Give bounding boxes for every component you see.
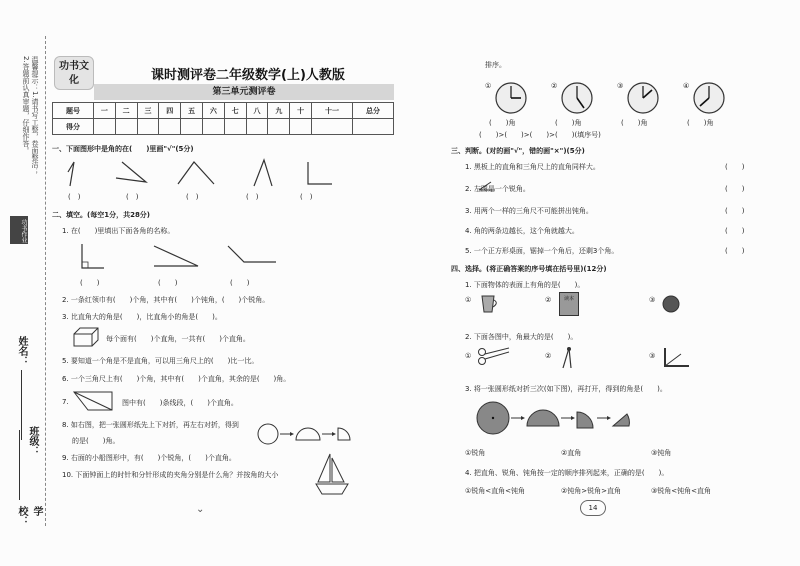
judge-item: 2. 左图是一个锐角。 xyxy=(465,185,530,193)
score-input[interactable] xyxy=(159,119,181,135)
judge-item: 1. 黑板上的直角和三角尺上的直角同样大。 xyxy=(465,163,600,171)
scissors-icon xyxy=(477,346,511,366)
question-1: 1. 在( )里填出下面各角的名称。 xyxy=(62,227,175,235)
fold-sequence-figure xyxy=(475,400,655,436)
score-cell: 八 xyxy=(246,103,268,119)
name-label: 姓名： xyxy=(16,336,27,366)
clock-number: ④ xyxy=(683,82,690,90)
ball-icon xyxy=(661,294,681,314)
score-input[interactable] xyxy=(181,119,203,135)
section-2-heading: 二、填空。(每空1分，共28分) xyxy=(52,211,151,219)
judge-answer[interactable]: ( ) xyxy=(725,247,745,255)
option-label: ① xyxy=(465,296,472,304)
choice-question-3: 3. 将一张圆形纸对折三次(如下图)，再打开，得到的角是( )。 xyxy=(465,385,667,393)
option-label: ③钝角 xyxy=(651,449,672,457)
class-label: 班级： xyxy=(27,426,38,456)
score-input[interactable] xyxy=(290,119,312,135)
answer-paren[interactable]: ( ) xyxy=(230,279,250,287)
left-page xyxy=(50,50,380,520)
option-label: ③锐角<钝角<直角 xyxy=(651,487,712,495)
score-input[interactable] xyxy=(137,119,159,135)
question-10: 10. 下面钟面上的时针和分针形成的夹角分别是什么角？并按角的大小 xyxy=(62,471,279,479)
score-input[interactable] xyxy=(224,119,246,135)
clock-number: ③ xyxy=(617,82,624,90)
option-label: ①锐角 xyxy=(465,449,486,457)
option-label: ② xyxy=(545,296,552,304)
school-field[interactable] xyxy=(14,506,44,526)
question-5: 5. 要知道一个角是不是直角，可以用三角尺上的( )比一比。 xyxy=(62,357,259,365)
clock-angle-answer[interactable]: ( )角 xyxy=(489,119,516,127)
answer-paren[interactable]: ( ) xyxy=(68,193,81,201)
judge-item: 3. 用两个一样的三角尺不可能拼出钝角。 xyxy=(465,207,593,215)
binding-tip: 温馨提示：1.请书写工整，卷面整洁；2.答题前认真审题，仔细作答。 xyxy=(22,56,39,175)
question-2: 2. 一条红领巾有( )个角，其中有( )个钝角，( )个锐角。 xyxy=(62,296,270,304)
compass-icon xyxy=(559,346,579,370)
clock-number: ① xyxy=(485,82,492,90)
question-7: 图中有( )条线段，( )个直角。 xyxy=(122,399,238,407)
judge-item: 5. 一个正方形桌面，锯掉一个角后，还剩3个角。 xyxy=(465,247,619,255)
score-input[interactable] xyxy=(246,119,268,135)
score-cell: 七 xyxy=(224,103,246,119)
section-1-heading: 一、下面图形中是角的在( )里画"√"(5分) xyxy=(52,145,194,153)
question-6: 6. 一个三角尺上有( )个角，其中有( )个直角，其余的是( )角。 xyxy=(62,375,291,383)
score-input[interactable] xyxy=(93,119,115,135)
page-title: 课时测评卷二年级数学(上)人教版 xyxy=(151,68,345,83)
score-input[interactable] xyxy=(202,119,224,135)
angle-name-figures xyxy=(70,242,310,272)
clock-icon xyxy=(496,83,526,113)
publisher-logo: 功书文化 xyxy=(54,56,94,90)
score-cell: 四 xyxy=(159,103,181,119)
option-label: ③ xyxy=(649,296,656,304)
choice-question-2: 2. 下面各图中，角最大的是( )。 xyxy=(465,333,578,341)
clock-number: ② xyxy=(551,82,558,90)
judge-answer[interactable]: ( ) xyxy=(725,207,745,215)
score-cell: 二 xyxy=(115,103,137,119)
segment-figure xyxy=(72,388,118,414)
book-icon: 读本 xyxy=(559,292,579,316)
page-number: 14 xyxy=(580,500,606,516)
answer-paren[interactable]: ( ) xyxy=(186,193,199,201)
cup-icon xyxy=(479,294,499,314)
binding-margin xyxy=(0,36,46,526)
question-3: 3. 比直角大的角是( )，比直角小的角是( )。 xyxy=(62,313,222,321)
score-input[interactable] xyxy=(268,119,290,135)
chevron-down-icon: ⌄ xyxy=(196,504,205,515)
boat-figure xyxy=(314,452,350,498)
binding-stamp: 功书作业 xyxy=(10,216,28,244)
angle-figures xyxy=(66,158,336,188)
option-label: ③ xyxy=(649,352,656,360)
folding-circle-figure xyxy=(256,422,352,446)
section-3-heading: 三、判断。(对的画"√"，错的画"×")(5分) xyxy=(451,147,585,155)
clock-icon xyxy=(562,83,592,113)
cuboid-figure xyxy=(72,326,102,348)
choice-question-1: 1. 下面物体的表面上有角的是( )。 xyxy=(465,281,585,289)
score-cell: 十 xyxy=(290,103,312,119)
answer-paren[interactable]: ( ) xyxy=(158,279,178,287)
set-square-icon xyxy=(661,346,691,370)
score-cell: 九 xyxy=(268,103,290,119)
question-4: 每个面有( )个直角，一共有( )个直角。 xyxy=(106,335,250,343)
score-cell: 五 xyxy=(181,103,203,119)
choice-question-4: 4. 把直角、锐角、钝角按一定的顺序排列起来，正确的是( )。 xyxy=(465,469,669,477)
order-answer[interactable]: ( )>( )>( )>( )(填序号) xyxy=(479,131,601,139)
clock-angle-answer[interactable]: ( )角 xyxy=(621,119,648,127)
clock-angle-answer[interactable]: ( )角 xyxy=(555,119,582,127)
clock-icon xyxy=(628,83,658,113)
answer-paren[interactable]: ( ) xyxy=(300,193,313,201)
unit-title: 第三单元测评卷 xyxy=(94,84,394,100)
option-label: ① xyxy=(465,352,472,360)
question-9: 9. 右面的小船图形中，有( )个锐角，( )个直角。 xyxy=(62,454,236,462)
score-cell: 一 xyxy=(93,103,115,119)
judge-answer[interactable]: ( ) xyxy=(725,163,745,171)
score-input[interactable] xyxy=(352,119,393,135)
clock-angle-answer[interactable]: ( )角 xyxy=(687,119,714,127)
score-header-row xyxy=(53,103,394,119)
judge-answer[interactable]: ( ) xyxy=(725,227,745,235)
judge-answer[interactable]: ( ) xyxy=(725,185,745,193)
sort-label: 排序。 xyxy=(485,61,506,69)
option-label: ②钝角>锐角>直角 xyxy=(561,487,622,495)
score-table xyxy=(52,102,394,135)
score-cell: 总分 xyxy=(352,103,393,119)
question-8-line-2: 的是( )角。 xyxy=(72,437,120,445)
score-input[interactable] xyxy=(312,119,353,135)
score-row-label: 得分 xyxy=(53,119,94,135)
option-label: ①锐角<直角<钝角 xyxy=(465,487,526,495)
option-label: ② xyxy=(545,352,552,360)
school-label: 学校： xyxy=(16,506,42,526)
answer-paren[interactable]: ( ) xyxy=(126,193,139,201)
score-entry-row xyxy=(53,119,394,135)
score-cell: 六 xyxy=(202,103,224,119)
option-label: ②直角 xyxy=(561,449,582,457)
right-page xyxy=(445,50,785,520)
name-field[interactable] xyxy=(14,336,29,440)
score-cell: 题号 xyxy=(53,103,94,119)
judge-item: 4. 角的两条边越长，这个角就越大。 xyxy=(465,227,579,235)
section-4-heading: 四、选择。(将正确答案的序号填在括号里)(12分) xyxy=(451,265,607,273)
answer-paren[interactable]: ( ) xyxy=(246,193,259,201)
score-cell: 三 xyxy=(137,103,159,119)
question-7-number: 7. xyxy=(62,398,69,406)
clock-faces xyxy=(495,82,735,116)
question-8-line-1: 8. 如右图，把一张圆形纸先上下对折，再左右对折，得到 xyxy=(62,421,239,429)
score-cell: 十一 xyxy=(312,103,353,119)
score-input[interactable] xyxy=(115,119,137,135)
clock-icon xyxy=(694,83,724,113)
answer-paren[interactable]: ( ) xyxy=(80,279,100,287)
